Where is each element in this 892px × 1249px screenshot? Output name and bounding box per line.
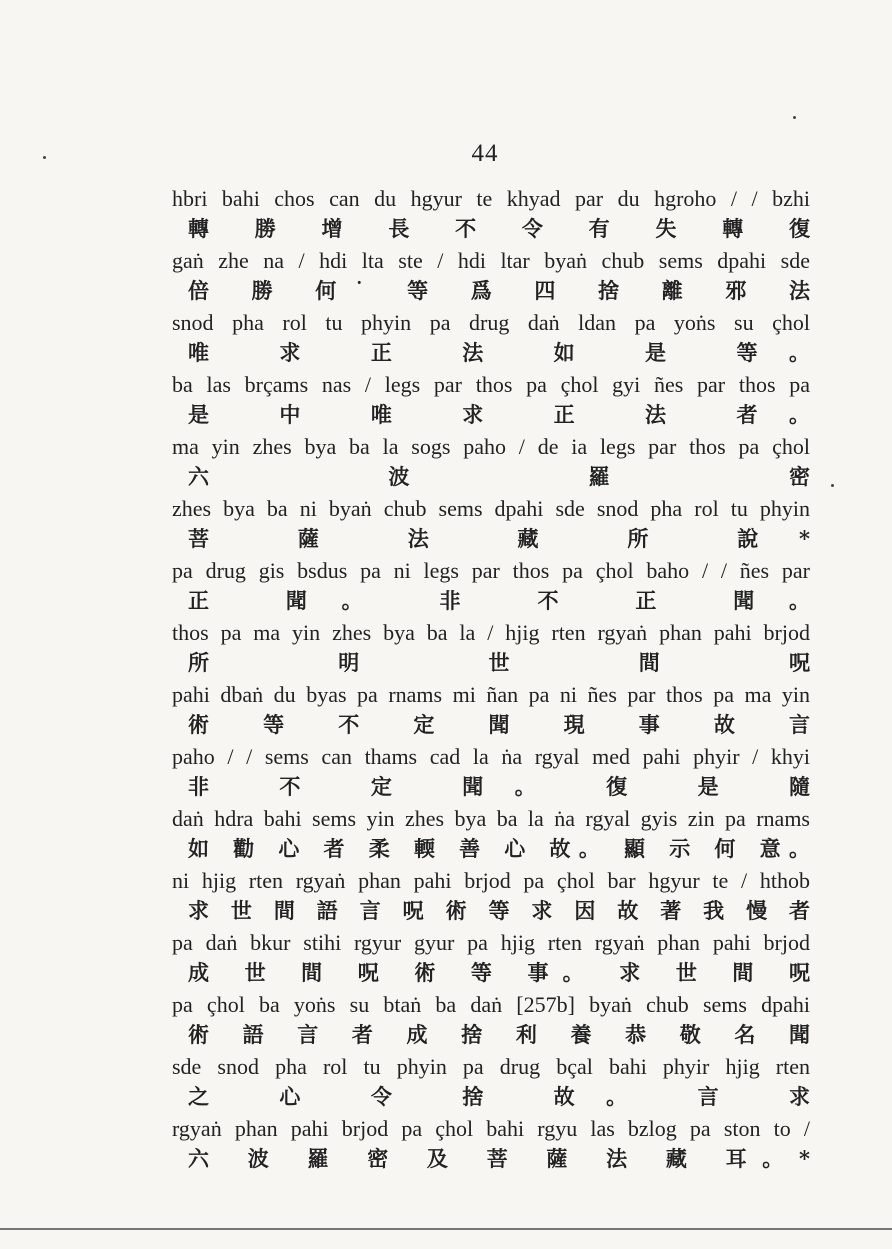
line-pair-3 xyxy=(172,310,810,372)
transliteration-line: hbri bahi chos can du hgyur te khyad par du hgroho / / bzhi xyxy=(172,186,810,211)
line-pair-2 xyxy=(172,248,810,310)
scan-speck xyxy=(793,116,796,119)
line-pair-12 xyxy=(172,868,810,930)
transliteration-line: rgyaṅ phan pahi brjod pa çhol bahi rgyu las bzlog pa ston to / xyxy=(172,1116,810,1141)
line-pair-7 xyxy=(172,558,810,620)
chinese-gloss-line: 非 不 定 聞。 復 是 隨 xyxy=(188,774,810,799)
chinese-gloss-line: 成 世 間 呪 術 等 事。 求 世 間 呪 xyxy=(188,960,810,985)
transliteration-line: ma yin zhes bya ba la sogs paho / de ia legs par thos pa çhol xyxy=(172,434,810,459)
chinese-gloss-line: 轉 勝 增 長 不 令 有 失 轉 復 xyxy=(188,216,810,241)
transliteration-line: pa daṅ bkur stihi rgyur gyur pa hjig rten rgyaṅ phan pahi brjod xyxy=(172,930,810,955)
chinese-gloss-line: 倍 勝 何˙ 等 爲 四 捨 離 邪 法 xyxy=(188,278,810,303)
transliteration-line: zhes bya ba ni byaṅ chub sems dpahi sde snod pha rol tu phyin xyxy=(172,496,810,521)
line-pair-10 xyxy=(172,744,810,806)
text-block xyxy=(172,186,810,1178)
line-pair-11 xyxy=(172,806,810,868)
line-pair-9 xyxy=(172,682,810,744)
line-pair-13 xyxy=(172,930,810,992)
line-pair-5 xyxy=(172,434,810,496)
transliteration-line: pa çhol ba yoṅs su btaṅ ba daṅ [257b] byaṅ chub sems dpahi xyxy=(172,992,810,1017)
transliteration-line: daṅ hdra bahi sems yin zhes bya ba la ṅa rgyal gyis zin pa rnams xyxy=(172,806,810,831)
line-pair-1 xyxy=(172,186,810,248)
transliteration-line: ba las brçams nas / legs par thos pa çhol gyi ñes par thos pa xyxy=(172,372,810,397)
line-pair-6 xyxy=(172,496,810,558)
page-bottom-rule xyxy=(0,1228,892,1230)
transliteration-line: thos pa ma yin zhes bya ba la / hjig rten rgyaṅ phan pahi brjod xyxy=(172,620,810,645)
scan-speck xyxy=(43,156,46,159)
page-number: 44 xyxy=(471,140,499,167)
transliteration-line: ni hjig rten rgyaṅ phan pahi brjod pa çhol bar hgyur te / hthob xyxy=(172,868,810,893)
line-pair-8 xyxy=(172,620,810,682)
chinese-gloss-line: 如 勸 心 者 柔 輭 善 心 故。 顯 示 何 意。 xyxy=(188,836,810,861)
chinese-gloss-line: 求 世 間 語 言 呪 術 等 求 因 故 著 我 慢 者 xyxy=(188,898,810,923)
chinese-gloss-line: 術 等 不 定 聞 現 事 故 言 xyxy=(188,712,810,737)
transliteration-line: gaṅ zhe na / hdi lta ste / hdi ltar byaṅ chub sems dpahi sde xyxy=(172,248,810,273)
transliteration-line: pa drug gis bsdus pa ni legs par thos pa çhol baho / / ñes par xyxy=(172,558,810,583)
line-pair-4 xyxy=(172,372,810,434)
chinese-gloss-line: 六 波 羅 密 xyxy=(188,464,810,489)
chinese-gloss-line: 正 聞。 非 不 正 聞。 xyxy=(188,588,810,613)
chinese-gloss-line: 是 中 唯 求 正 法 者。 xyxy=(188,402,810,427)
transliteration-line: pahi dbaṅ du byas pa rnams mi ñan pa ni ñes par thos pa ma yin xyxy=(172,682,810,707)
chinese-gloss-line: 術 語 言 者 成 捨 利 養 恭 敬 名 聞 xyxy=(188,1022,810,1047)
line-pair-16 xyxy=(172,1116,810,1178)
chinese-gloss-line: 六 波 羅 密 及 菩 薩 法 藏 耳。* xyxy=(188,1146,810,1171)
transliteration-line: sde snod pha rol tu phyin pa drug bçal bahi phyir hjig rten xyxy=(172,1054,810,1079)
chinese-gloss-line: 之 心 令 捨 故。 言 求 xyxy=(188,1084,810,1109)
line-pair-15 xyxy=(172,1054,810,1116)
transliteration-line: snod pha rol tu phyin pa drug daṅ ldan pa yoṅs su çhol xyxy=(172,310,810,335)
scan-speck xyxy=(831,484,834,487)
chinese-gloss-line: 唯 求 正 法 如 是 等。 xyxy=(188,340,810,365)
chinese-gloss-line: 所 明 世 間 呪 xyxy=(188,650,810,675)
transliteration-line: paho / / sems can thams cad la ṅa rgyal med pahi phyir / khyi xyxy=(172,744,810,769)
chinese-gloss-line: 菩 薩 法 藏 所 說* xyxy=(188,526,810,551)
line-pair-14 xyxy=(172,992,810,1054)
